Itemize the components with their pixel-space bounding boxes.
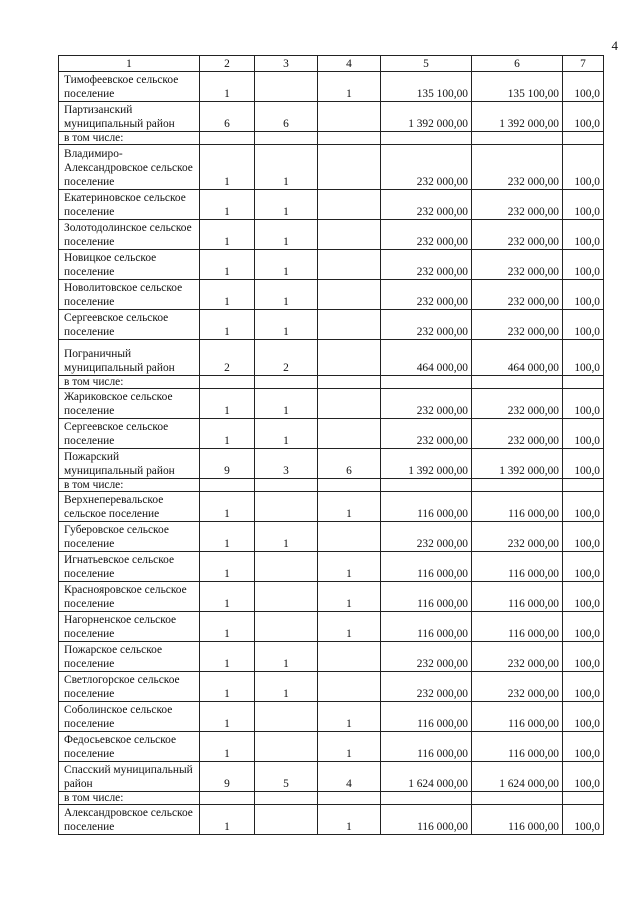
cell-col6: 116 000,00 — [472, 582, 563, 612]
cell-col6: 1 392 000,00 — [472, 102, 563, 132]
column-header: 2 — [200, 56, 255, 72]
cell-col5 — [381, 792, 472, 805]
row-name-cell: Нагорненское сельское поселение — [59, 612, 200, 642]
cell-col2: 1 — [200, 220, 255, 250]
cell-col6: 464 000,00 — [472, 340, 563, 376]
cell-col5: 232 000,00 — [381, 145, 472, 190]
cell-col2: 1 — [200, 522, 255, 552]
table-row — [59, 492, 604, 522]
column-header: 7 — [563, 56, 604, 72]
label-row — [59, 376, 604, 389]
cell-col5: 116 000,00 — [381, 702, 472, 732]
cell-col5: 464 000,00 — [381, 340, 472, 376]
cell-col6: 232 000,00 — [472, 250, 563, 280]
cell-col7: 100,0 — [563, 145, 604, 190]
row-name-cell: Новолитовское сельское поселение — [59, 280, 200, 310]
cell-col4 — [318, 376, 381, 389]
table-row — [59, 389, 604, 419]
column-header: 4 — [318, 56, 381, 72]
table-row — [59, 250, 604, 280]
cell-col5: 116 000,00 — [381, 612, 472, 642]
row-name-cell: Пожарский муниципальный район — [59, 449, 200, 479]
row-name-cell: Сергеевское сельское поселение — [59, 419, 200, 449]
cell-col2: 1 — [200, 310, 255, 340]
cell-col7: 100,0 — [563, 389, 604, 419]
cell-col5: 232 000,00 — [381, 389, 472, 419]
cell-col4 — [318, 280, 381, 310]
cell-col4: 1 — [318, 612, 381, 642]
cell-col3: 3 — [255, 449, 318, 479]
cell-col6 — [472, 792, 563, 805]
cell-col7: 100,0 — [563, 805, 604, 835]
cell-col4 — [318, 642, 381, 672]
cell-col5 — [381, 479, 472, 492]
row-name-cell: Екатериновское сельское поселение — [59, 190, 200, 220]
cell-col7: 100,0 — [563, 102, 604, 132]
cell-col5: 232 000,00 — [381, 310, 472, 340]
cell-col3: 1 — [255, 280, 318, 310]
cell-col5: 232 000,00 — [381, 419, 472, 449]
cell-col6: 232 000,00 — [472, 280, 563, 310]
cell-col4 — [318, 419, 381, 449]
table-row — [59, 220, 604, 250]
cell-col3 — [255, 72, 318, 102]
cell-col2 — [200, 792, 255, 805]
table-row — [59, 72, 604, 102]
row-name-cell: Краснояровское сельское поселение — [59, 582, 200, 612]
cell-col6: 116 000,00 — [472, 552, 563, 582]
cell-col4: 1 — [318, 72, 381, 102]
cell-col7: 100,0 — [563, 552, 604, 582]
table-row — [59, 672, 604, 702]
cell-col3: 2 — [255, 340, 318, 376]
cell-col2: 1 — [200, 805, 255, 835]
cell-col7: 100,0 — [563, 220, 604, 250]
table-row — [59, 340, 604, 376]
cell-col4: 1 — [318, 552, 381, 582]
cell-col5: 232 000,00 — [381, 672, 472, 702]
cell-col4 — [318, 102, 381, 132]
cell-col2 — [200, 479, 255, 492]
column-header: 3 — [255, 56, 318, 72]
cell-col6 — [472, 479, 563, 492]
cell-col4 — [318, 190, 381, 220]
data-table — [58, 55, 604, 835]
cell-col6: 116 000,00 — [472, 805, 563, 835]
cell-col4 — [318, 389, 381, 419]
column-header: 5 — [381, 56, 472, 72]
cell-col6: 232 000,00 — [472, 389, 563, 419]
cell-col3: 1 — [255, 250, 318, 280]
cell-col2: 9 — [200, 762, 255, 792]
cell-col6 — [472, 132, 563, 145]
row-name-cell: Тимофеевское сельское поселение — [59, 72, 200, 102]
row-name-cell: в том числе: — [59, 376, 200, 389]
table-row — [59, 732, 604, 762]
table-row — [59, 582, 604, 612]
cell-col7 — [563, 792, 604, 805]
row-name-cell: Александровское сельское поселение — [59, 805, 200, 835]
cell-col6: 232 000,00 — [472, 522, 563, 552]
cell-col7: 100,0 — [563, 419, 604, 449]
cell-col7: 100,0 — [563, 492, 604, 522]
cell-col5: 232 000,00 — [381, 250, 472, 280]
cell-col6: 232 000,00 — [472, 145, 563, 190]
cell-col6: 1 624 000,00 — [472, 762, 563, 792]
label-row — [59, 792, 604, 805]
cell-col3 — [255, 492, 318, 522]
cell-col4: 6 — [318, 449, 381, 479]
cell-col7: 100,0 — [563, 72, 604, 102]
cell-col2: 1 — [200, 642, 255, 672]
cell-col6: 116 000,00 — [472, 732, 563, 762]
cell-col2: 1 — [200, 145, 255, 190]
table-row — [59, 522, 604, 552]
cell-col5: 135 100,00 — [381, 72, 472, 102]
row-name-cell: Сергеевское сельское поселение — [59, 310, 200, 340]
cell-col6: 116 000,00 — [472, 492, 563, 522]
row-name-cell: Золотодолинское сельское поселение — [59, 220, 200, 250]
row-name-cell: Пожарское сельское поселение — [59, 642, 200, 672]
cell-col2 — [200, 132, 255, 145]
cell-col2: 1 — [200, 419, 255, 449]
cell-col3 — [255, 376, 318, 389]
cell-col6: 232 000,00 — [472, 220, 563, 250]
page-number: 4 — [611, 38, 618, 53]
cell-col7: 100,0 — [563, 280, 604, 310]
row-name-cell: Спасский муниципальный район — [59, 762, 200, 792]
cell-col7: 100,0 — [563, 612, 604, 642]
cell-col6: 116 000,00 — [472, 612, 563, 642]
cell-col4 — [318, 250, 381, 280]
table-row — [59, 310, 604, 340]
header-row — [59, 56, 604, 72]
cell-col4 — [318, 220, 381, 250]
cell-col3 — [255, 582, 318, 612]
cell-col4 — [318, 479, 381, 492]
cell-col2: 1 — [200, 280, 255, 310]
cell-col2 — [200, 376, 255, 389]
cell-col2: 1 — [200, 389, 255, 419]
cell-col4 — [318, 340, 381, 376]
cell-col3 — [255, 732, 318, 762]
cell-col7: 100,0 — [563, 582, 604, 612]
cell-col2: 1 — [200, 72, 255, 102]
cell-col2: 6 — [200, 102, 255, 132]
row-name-cell: Губеровское сельское поселение — [59, 522, 200, 552]
cell-col5: 116 000,00 — [381, 732, 472, 762]
cell-col3: 1 — [255, 672, 318, 702]
table-row — [59, 702, 604, 732]
table-row — [59, 145, 604, 190]
cell-col2: 1 — [200, 492, 255, 522]
cell-col3: 1 — [255, 190, 318, 220]
cell-col5: 116 000,00 — [381, 805, 472, 835]
cell-col2: 1 — [200, 250, 255, 280]
cell-col6: 232 000,00 — [472, 310, 563, 340]
cell-col6: 232 000,00 — [472, 642, 563, 672]
row-name-cell: в том числе: — [59, 132, 200, 145]
cell-col3: 1 — [255, 389, 318, 419]
cell-col7: 100,0 — [563, 250, 604, 280]
table-row — [59, 552, 604, 582]
table-row — [59, 805, 604, 835]
table-row — [59, 419, 604, 449]
cell-col4 — [318, 132, 381, 145]
cell-col6 — [472, 376, 563, 389]
cell-col6: 232 000,00 — [472, 672, 563, 702]
cell-col7: 100,0 — [563, 340, 604, 376]
cell-col3: 1 — [255, 522, 318, 552]
cell-col7: 100,0 — [563, 449, 604, 479]
cell-col3 — [255, 792, 318, 805]
cell-col5 — [381, 132, 472, 145]
label-row — [59, 479, 604, 492]
cell-col3: 1 — [255, 220, 318, 250]
cell-col5: 116 000,00 — [381, 552, 472, 582]
cell-col7: 100,0 — [563, 310, 604, 340]
cell-col5: 116 000,00 — [381, 492, 472, 522]
cell-col3: 1 — [255, 145, 318, 190]
cell-col5: 232 000,00 — [381, 220, 472, 250]
table-row — [59, 280, 604, 310]
cell-col7: 100,0 — [563, 642, 604, 672]
cell-col7: 100,0 — [563, 732, 604, 762]
column-header: 6 — [472, 56, 563, 72]
cell-col4: 1 — [318, 582, 381, 612]
cell-col3: 1 — [255, 419, 318, 449]
cell-col6: 1 392 000,00 — [472, 449, 563, 479]
cell-col7 — [563, 376, 604, 389]
cell-col5: 232 000,00 — [381, 642, 472, 672]
cell-col4 — [318, 310, 381, 340]
cell-col5: 232 000,00 — [381, 280, 472, 310]
cell-col3: 5 — [255, 762, 318, 792]
cell-col4: 1 — [318, 702, 381, 732]
cell-col2: 1 — [200, 732, 255, 762]
cell-col2: 1 — [200, 612, 255, 642]
cell-col4: 1 — [318, 732, 381, 762]
cell-col2: 1 — [200, 702, 255, 732]
cell-col3: 1 — [255, 642, 318, 672]
cell-col3: 6 — [255, 102, 318, 132]
row-name-cell: Федосьевское сельское поселение — [59, 732, 200, 762]
cell-col3: 1 — [255, 310, 318, 340]
cell-col4: 1 — [318, 805, 381, 835]
cell-col7: 100,0 — [563, 762, 604, 792]
label-row — [59, 132, 604, 145]
cell-col6: 116 000,00 — [472, 702, 563, 732]
cell-col6: 232 000,00 — [472, 190, 563, 220]
table-row — [59, 642, 604, 672]
cell-col3 — [255, 132, 318, 145]
cell-col5: 1 392 000,00 — [381, 102, 472, 132]
table-row — [59, 612, 604, 642]
cell-col3 — [255, 805, 318, 835]
cell-col5: 232 000,00 — [381, 522, 472, 552]
cell-col4: 4 — [318, 762, 381, 792]
row-name-cell: Партизанский муниципальный район — [59, 102, 200, 132]
cell-col2: 1 — [200, 552, 255, 582]
cell-col7: 100,0 — [563, 522, 604, 552]
cell-col3 — [255, 479, 318, 492]
row-name-cell: Владимиро-Александровское сельское поселение — [59, 145, 200, 190]
table-row — [59, 102, 604, 132]
cell-col5: 116 000,00 — [381, 582, 472, 612]
cell-col3 — [255, 612, 318, 642]
cell-col2: 1 — [200, 672, 255, 702]
row-name-cell: Жариковское сельское поселение — [59, 389, 200, 419]
table-row — [59, 762, 604, 792]
row-name-cell: Пограничный муниципальный район — [59, 340, 200, 376]
cell-col4 — [318, 672, 381, 702]
cell-col5: 1 392 000,00 — [381, 449, 472, 479]
column-header: 1 — [59, 56, 200, 72]
cell-col7 — [563, 479, 604, 492]
cell-col6: 232 000,00 — [472, 419, 563, 449]
cell-col3 — [255, 552, 318, 582]
row-name-cell: в том числе: — [59, 479, 200, 492]
cell-col2: 2 — [200, 340, 255, 376]
row-name-cell: Светлогорское сельское поселение — [59, 672, 200, 702]
row-name-cell: Соболинское сельское поселение — [59, 702, 200, 732]
cell-col2: 1 — [200, 582, 255, 612]
cell-col7: 100,0 — [563, 190, 604, 220]
cell-col7: 100,0 — [563, 672, 604, 702]
cell-col5: 232 000,00 — [381, 190, 472, 220]
cell-col2: 9 — [200, 449, 255, 479]
row-name-cell: Игнатьевское сельское поселение — [59, 552, 200, 582]
cell-col4 — [318, 522, 381, 552]
cell-col4: 1 — [318, 492, 381, 522]
row-name-cell: Верхнеперевальское сельское поселение — [59, 492, 200, 522]
cell-col7: 100,0 — [563, 702, 604, 732]
cell-col2: 1 — [200, 190, 255, 220]
table-row — [59, 190, 604, 220]
row-name-cell: в том числе: — [59, 792, 200, 805]
cell-col5: 1 624 000,00 — [381, 762, 472, 792]
cell-col3 — [255, 702, 318, 732]
cell-col4 — [318, 145, 381, 190]
cell-col6: 135 100,00 — [472, 72, 563, 102]
cell-col7 — [563, 132, 604, 145]
cell-col4 — [318, 792, 381, 805]
row-name-cell: Новицкое сельское поселение — [59, 250, 200, 280]
table-row — [59, 449, 604, 479]
cell-col5 — [381, 376, 472, 389]
